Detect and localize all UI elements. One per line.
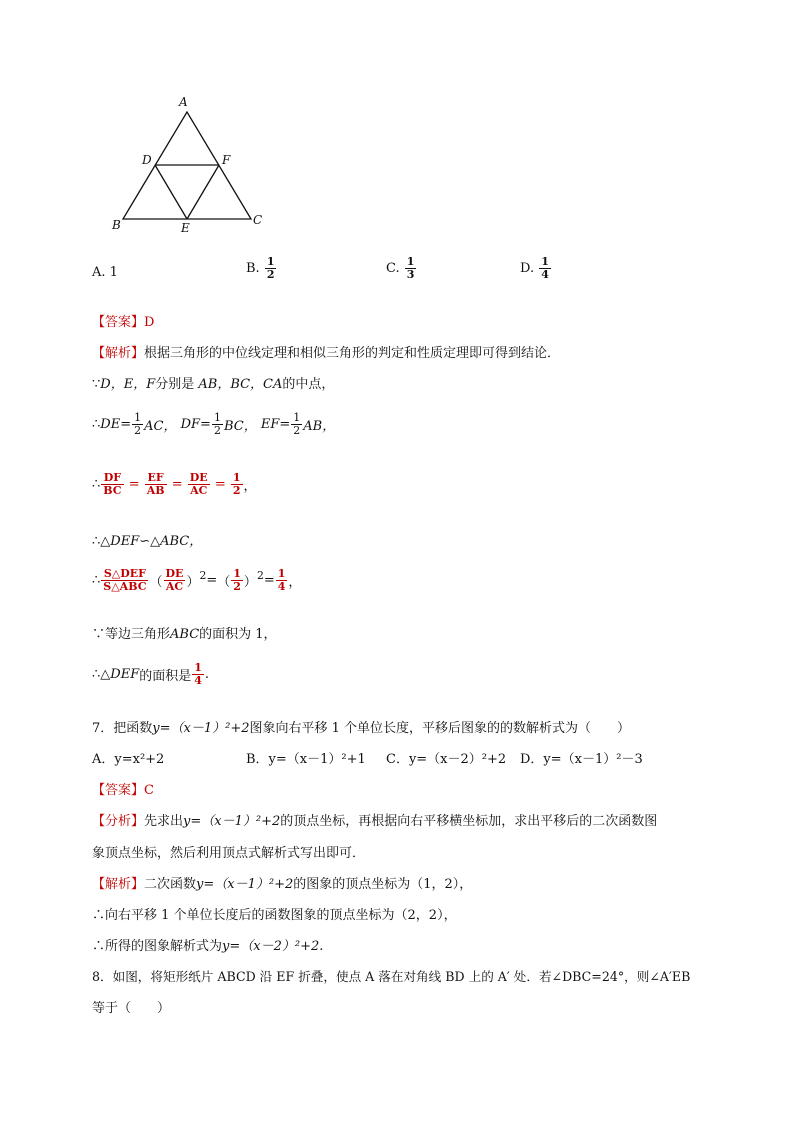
- option-a: A. 1: [92, 265, 118, 280]
- q6-line-ratios: ∴ $\frac{DF}{BC}$ = $\frac{EF}{AB}$ = $\frac{DE}{AC}$ = $\frac{1}{2}$ ，: [92, 471, 257, 498]
- label-c: C: [253, 213, 263, 227]
- q8-stem-2: 等于（ ）: [92, 1001, 171, 1016]
- triangle-figure: [108, 92, 268, 237]
- q6-line-halves: ∴DE= $\frac{1}{2}$ AC， DF= $\frac{1}{2}$ BC， EF= $\frac{1}{2}$ AB，: [92, 411, 336, 438]
- q7-fenxi: 【分析】先求出y=（x－1）²+2的顶点坐标，再根据向右平移横坐标加，求出平移后的二次函数图: [92, 814, 658, 829]
- q7-option-c: C．y=（x－2）²+2: [386, 752, 507, 767]
- q7-stem: 7．把函数y=（x－1）²+2图象向右平移 1 个单位长度，平移后图象的的数解析式为（ ）: [92, 721, 631, 736]
- q8-stem: 8．如图，将矩形纸片 ABCD 沿 EF 折叠，使点 A 落在对角线 BD 上的 A′ 处．若∠DBC=24°，则∠A′EB: [92, 969, 691, 984]
- label-a: A: [179, 95, 188, 109]
- q7-option-d: D．y=（x－1）²－3: [520, 752, 643, 767]
- option-b: B. $\frac{1}{2}$: [246, 255, 275, 282]
- label-f: F: [222, 153, 231, 167]
- q7-option-a: A．y=x²+2: [92, 752, 165, 767]
- q7-answer: 【答案】C: [92, 783, 154, 798]
- label-b: B: [112, 218, 121, 232]
- q7-jiexi-2: ∴向右平移 1 个单位长度后的函数图象的顶点坐标为（2，2），: [92, 908, 457, 923]
- q6-line-midpoints: ∵D，E，F分别是 AB，BC，CA的中点，: [92, 377, 335, 392]
- q6-line-similar: ∴△DEF∽△ABC，: [92, 534, 203, 549]
- option-c: C. $\frac{1}{3}$: [386, 255, 415, 282]
- q6-answer: 【答案】D: [92, 315, 155, 330]
- q7-fenxi-2: 象顶点坐标，然后利用顶点式解析式写出即可．: [92, 846, 366, 861]
- q6-analysis: 【解析】根据三角形的中位线定理和相似三角形的判定和性质定理即可得到结论．: [92, 346, 561, 361]
- q6-line-area-ratio: ∴ $\frac{\text{S△DEF}}{\text{S△ABC}}$ （ $\frac{DE}{AC}$ ）$^2$=（ $\frac{1}{2}$ ）$^2$= $\frac{1}{4}$ ，: [92, 567, 302, 594]
- option-d: D. $\frac{1}{4}$: [520, 255, 549, 282]
- q7-jiexi-3: ∴所得的图象解析式为y=（x－2）²+2.: [92, 939, 324, 954]
- label-d: D: [142, 153, 152, 167]
- label-e: E: [181, 221, 190, 235]
- q6-line-area-def: ∴△DEF的面积是 $\frac{1}{4}$ .: [92, 661, 210, 688]
- q6-line-area-abc: ∵等边三角形ABC的面积为 1，: [92, 627, 277, 642]
- q7-jiexi: 【解析】二次函数y=（x－1）²+2的图象的顶点坐标为（1，2），: [92, 877, 473, 892]
- q7-option-b: B．y=（x－1）²+1: [246, 752, 366, 767]
